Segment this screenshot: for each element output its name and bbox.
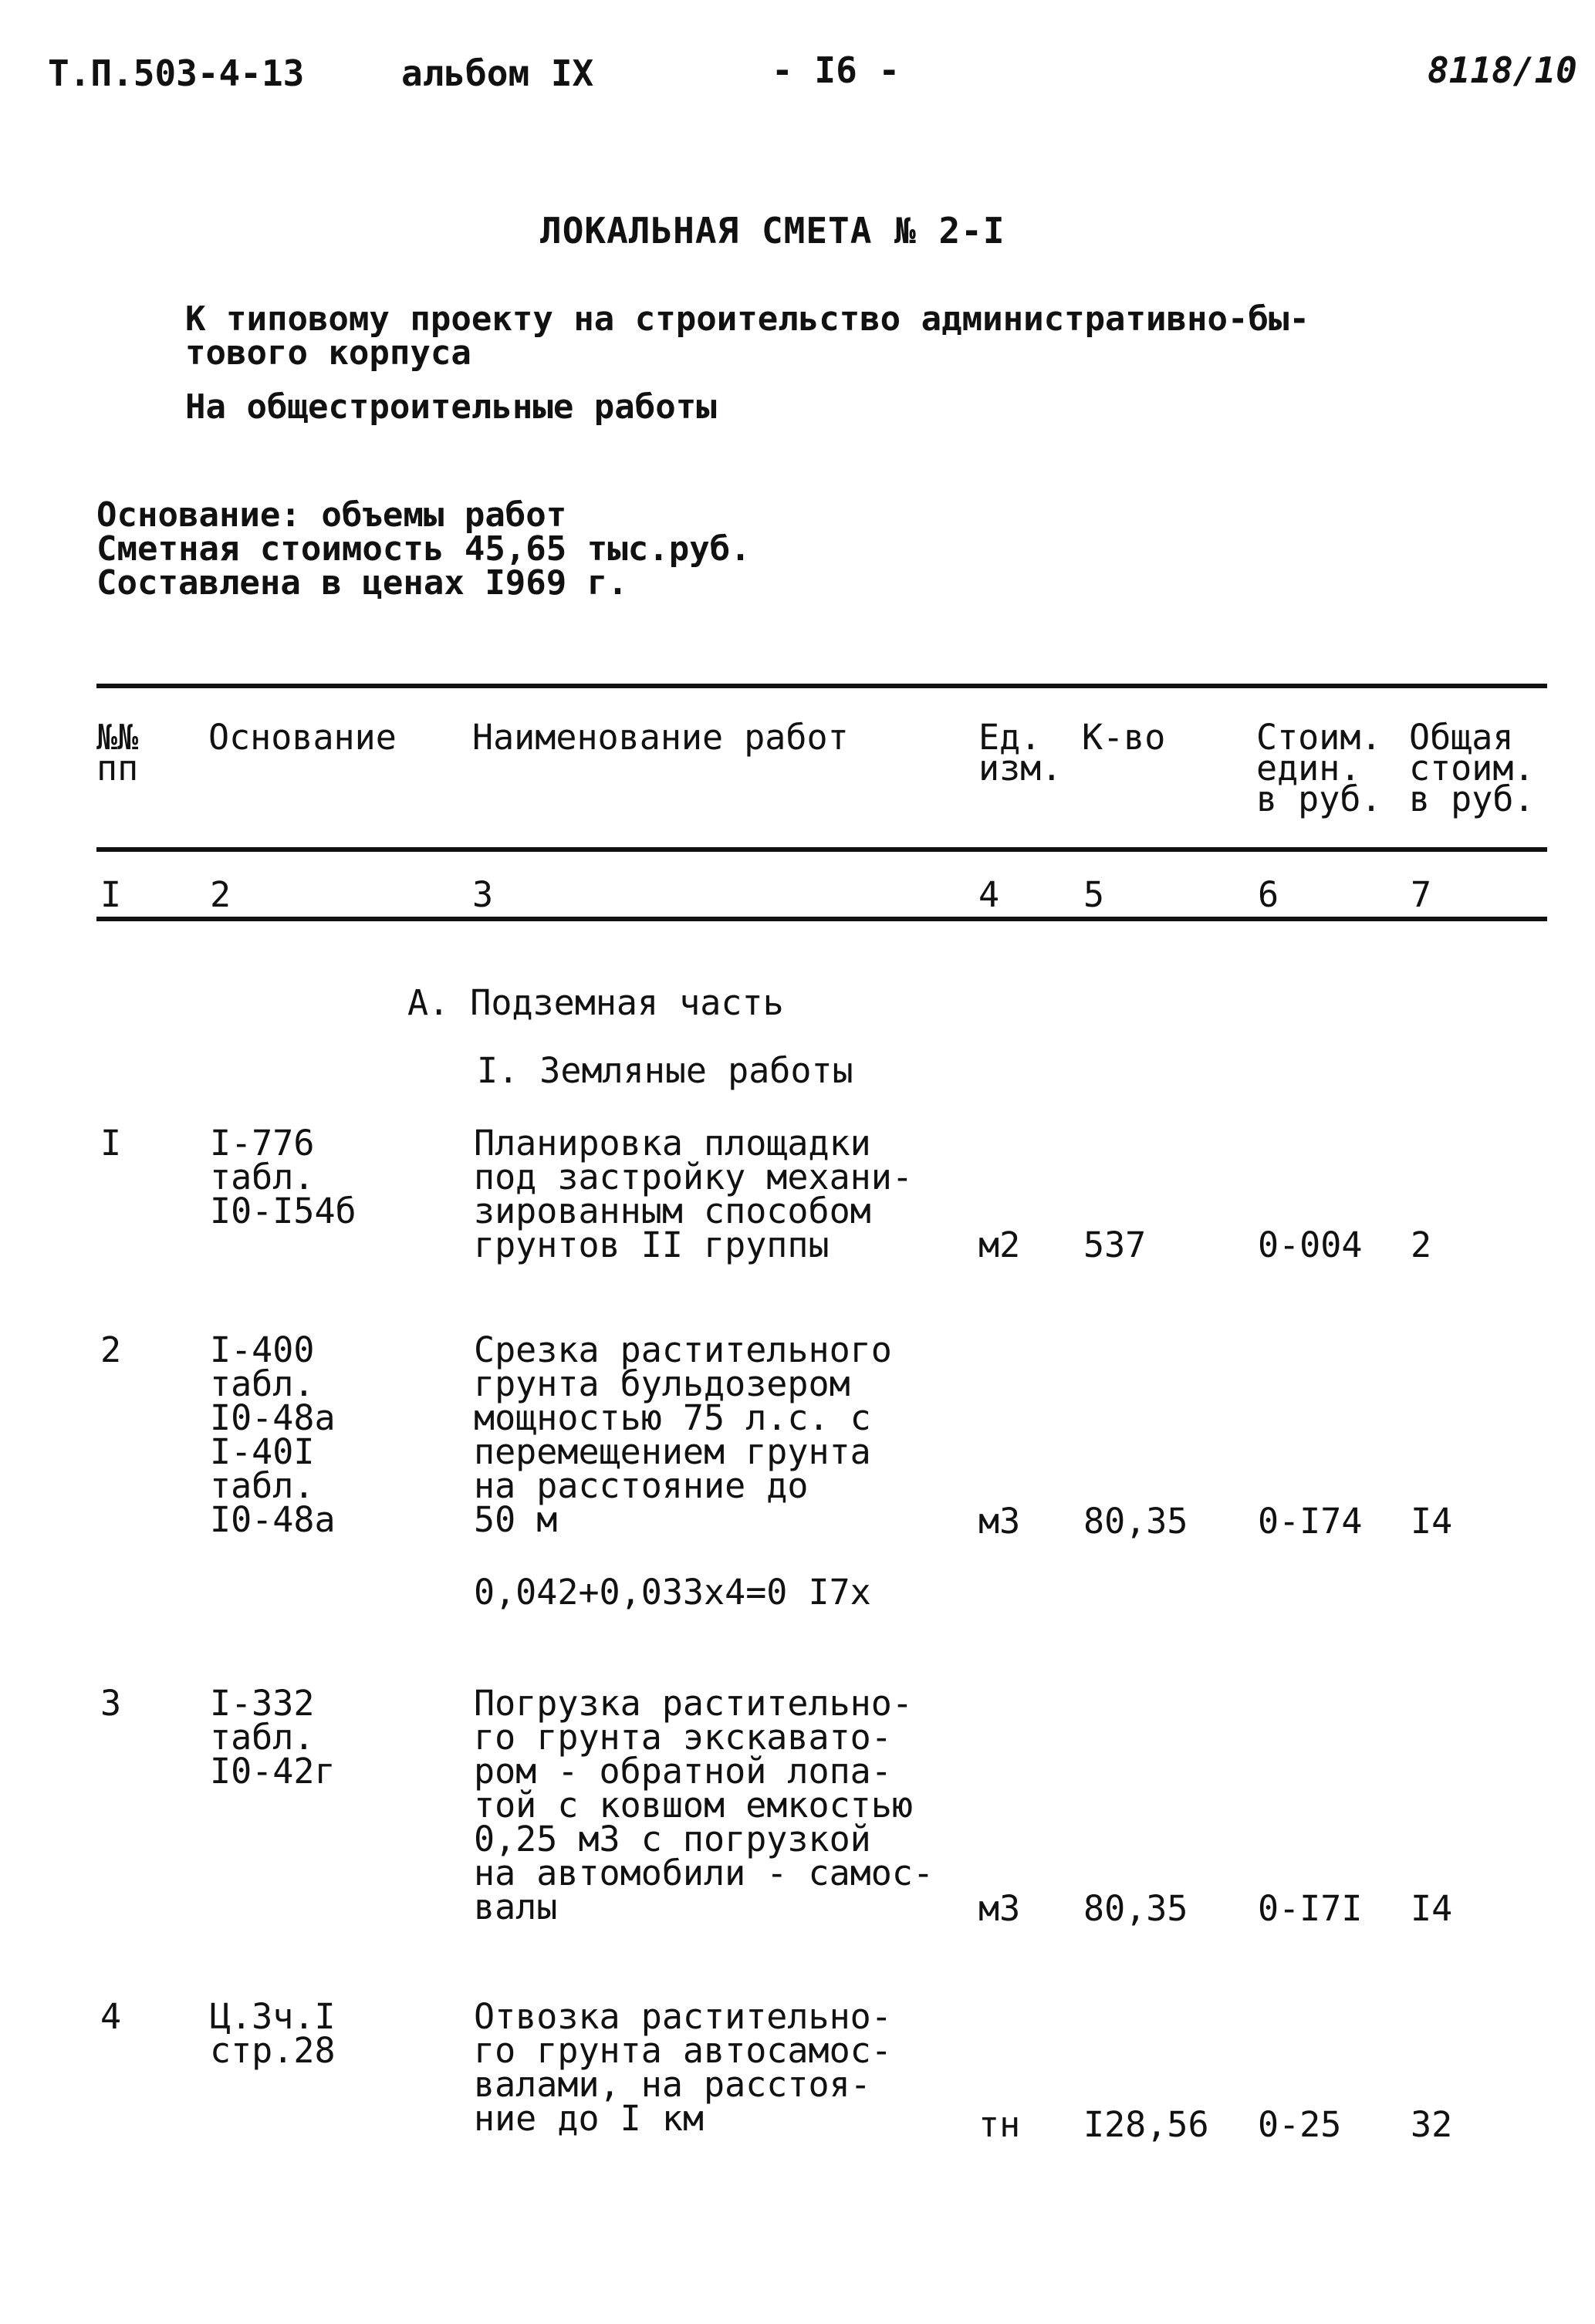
col-number-3: 3 xyxy=(472,874,494,915)
project-line-2: тового корпуса xyxy=(185,333,471,373)
project-line-1: К типовому проекту на строительство административно-бы- xyxy=(185,299,1309,339)
album-label: альбом IX xyxy=(401,52,594,94)
row-basis: I-332 табл. I0-42г xyxy=(210,1683,336,1792)
row-unit-cost: 0-004 xyxy=(1258,1224,1363,1265)
page-number: - I6 - xyxy=(772,49,901,91)
col-header-num: №№ пп xyxy=(96,717,139,789)
col-number-2: 2 xyxy=(210,874,231,915)
col-number-7: 7 xyxy=(1411,874,1432,915)
row-unit: м2 xyxy=(978,1224,1021,1265)
row-unit: тн xyxy=(978,2104,1021,2145)
row-total: 32 xyxy=(1411,2104,1453,2145)
row-basis: I-776 табл. I0-I54б xyxy=(210,1123,357,1231)
row-unit: м3 xyxy=(978,1501,1021,1542)
row-unit-cost: 0-25 xyxy=(1258,2104,1342,2145)
row-basis: Ц.3ч.I стр.28 xyxy=(210,1996,336,2071)
row-qty: I28,56 xyxy=(1083,2104,1209,2145)
col-header-qty: К-во xyxy=(1082,717,1166,758)
col-header-unit-cost: Стоим. един. в руб. xyxy=(1256,717,1382,819)
row-num: I xyxy=(100,1123,122,1164)
price-year-line: Составлена в ценах I969 г. xyxy=(96,563,628,603)
col-number-1: I xyxy=(100,874,122,915)
row-work-name: Отвозка растительно- го грунта автосамос- валами, на расстоя- ние до I км xyxy=(474,1996,892,2139)
row-unit-cost: 0-I74 xyxy=(1258,1501,1363,1542)
row-calculation-note: 0,042+0,033х4=0 I7х xyxy=(474,1572,871,1613)
doc-code: Т.П.503-4-13 xyxy=(48,52,305,94)
col-number-6: 6 xyxy=(1258,874,1279,915)
estimated-cost-line: Сметная стоимость 45,65 тыс.руб. xyxy=(96,529,751,569)
row-total: 2 xyxy=(1411,1224,1432,1265)
column-numbers-rule xyxy=(96,917,1547,921)
row-unit: м3 xyxy=(978,1888,1021,1929)
table-top-rule xyxy=(96,684,1547,688)
row-num: 3 xyxy=(100,1683,122,1724)
col-number-5: 5 xyxy=(1083,874,1105,915)
row-basis: I-400 табл. I0-48а I-40I табл. I0-48а xyxy=(210,1329,336,1540)
subsection-heading: I. Земляные работы xyxy=(477,1050,853,1091)
row-total: I4 xyxy=(1411,1888,1453,1929)
row-qty: 80,35 xyxy=(1083,1501,1188,1542)
section-heading: А. Подземная часть xyxy=(407,982,784,1023)
col-header-unit: Ед. изм. xyxy=(978,717,1063,789)
col-header-basis: Основание xyxy=(208,717,397,758)
row-num: 2 xyxy=(100,1329,122,1370)
sheet-stamp: 8118/10 xyxy=(1428,49,1577,91)
row-qty: 80,35 xyxy=(1083,1888,1188,1929)
col-number-4: 4 xyxy=(978,874,1000,915)
header-bottom-rule xyxy=(96,847,1547,852)
row-work-name: Погрузка растительно- го грунта экскавато- ром - обратной лопа- той с ковшом емкостью 0,25 м3 с погрузкой на автомобили - самос- валы xyxy=(474,1683,934,1927)
row-unit-cost: 0-I7I xyxy=(1258,1888,1363,1929)
row-qty: 537 xyxy=(1083,1224,1147,1265)
works-type: На общестроительные работы xyxy=(185,387,717,427)
row-num: 4 xyxy=(100,1996,122,2037)
row-work-name: Планировка площадки под застройку механи- зированным способом грунтов II группы xyxy=(474,1123,913,1265)
col-header-name: Наименование работ xyxy=(472,717,849,758)
row-work-name: Срезка растительного грунта бульдозером мощностью 75 л.с. с перемещением грунта на расстояние до 50 м xyxy=(474,1329,892,1540)
basis-line: Основание: объемы работ xyxy=(96,495,567,535)
page-title: ЛОКАЛЬНАЯ СМЕТА № 2-I xyxy=(540,210,1005,252)
row-total: I4 xyxy=(1411,1501,1453,1542)
col-header-total: Общая стоим. в руб. xyxy=(1409,717,1535,819)
